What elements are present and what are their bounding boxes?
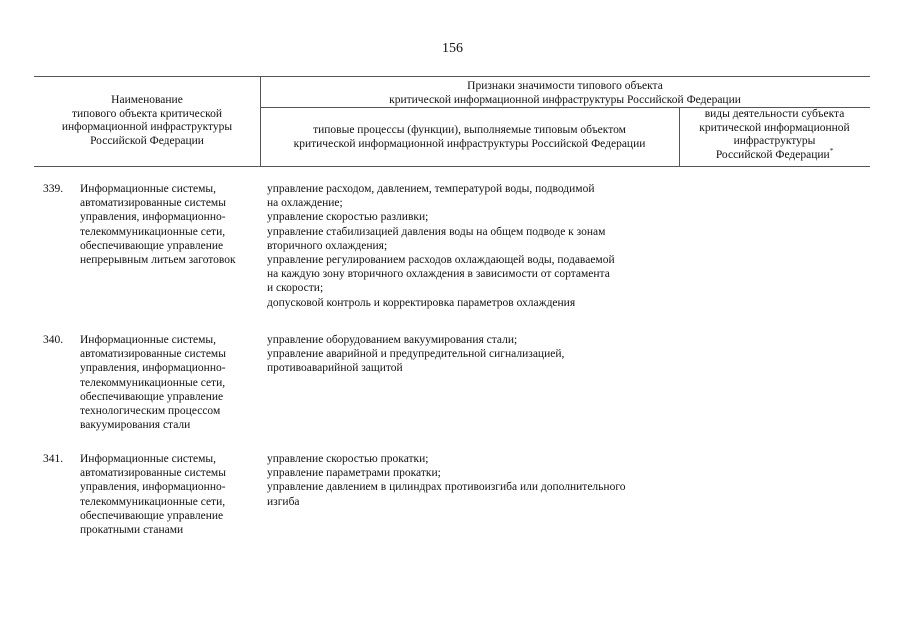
row-number: 341. bbox=[43, 453, 64, 465]
header-activities-cell bbox=[679, 108, 870, 162]
header-name-cell: Наименование типового объекта критической информационной инфраструктуры Российской Федерации bbox=[61, 94, 233, 147]
footnote-mark: * bbox=[829, 146, 834, 155]
row-number: 340. bbox=[43, 334, 64, 346]
table-top-rule bbox=[34, 76, 870, 77]
object-name: Информационные системы, автоматизированные системы управления, информационно- телекоммуникационные сети, обеспечивающие управление прокатными станами bbox=[80, 453, 226, 537]
object-name: Информационные системы, автоматизированные системы управления, информационно- телекоммуникационные сети, обеспечивающие управление технологическим процессом вакуумирования стали bbox=[80, 334, 226, 432]
header-signs-cell: Признаки значимости типового объекта критической информационной инфраструктуры Российской Федерации bbox=[389, 80, 741, 106]
page-number: 156 bbox=[442, 41, 463, 56]
header-activities-text: виды деятельности субъекта критической информационной инфраструктуры Российской Федерации bbox=[699, 108, 850, 161]
object-processes: управление оборудованием вакуумирования стали; управление аварийной и предупредительной сигнализацией, противоаварийной защитой bbox=[267, 334, 565, 375]
object-processes: управление расходом, давлением, температурой воды, подводимой на охлаждение; управление скоростью разливки; управление стабилизацией давления воды на общем подводе к зонам вторичного охлаждения; управление регулированием расходов охлаждающей воды, подаваемой на каждую зону вторичного охлаждения в зависимости от сортамента и скорости; допусковой контроль и корректировка параметров охлаждения bbox=[267, 183, 615, 309]
row-number: 339. bbox=[43, 183, 64, 195]
header-processes-cell: типовые процессы (функции), выполняемые типовым объектом критической информационной инфраструктуры Российской Федерации bbox=[293, 124, 646, 150]
header-bottom-rule bbox=[34, 166, 870, 167]
object-processes: управление скоростью прокатки; управление параметрами прокатки; управление давлением в цилиндрах противоизгиба или дополнительного изгиба bbox=[267, 453, 626, 508]
object-name: Информационные системы, автоматизированные системы управления, информационно- телекоммуникационные сети, обеспечивающие управление непрерывным литьем заготовок bbox=[80, 183, 236, 267]
